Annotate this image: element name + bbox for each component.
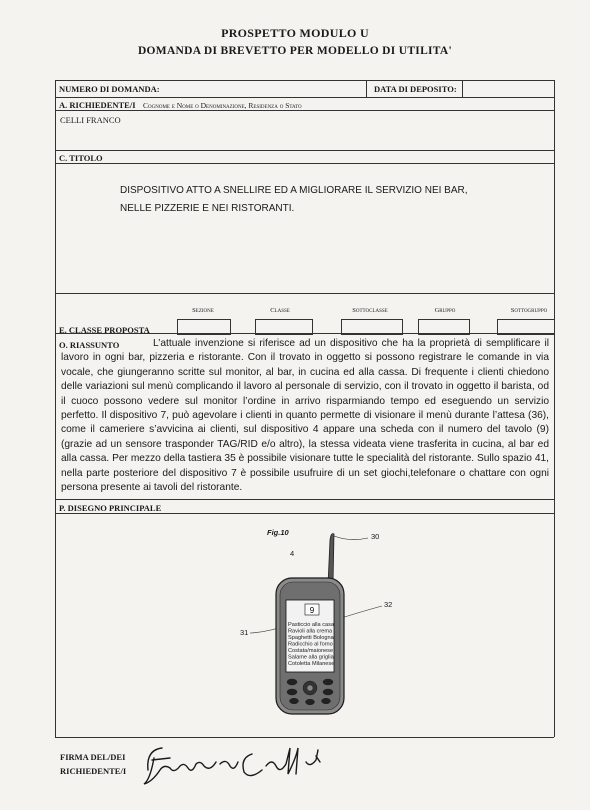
menu-item: Salame alla griglia bbox=[288, 654, 334, 661]
form-subtitle: DOMANDA DI BREVETTO PER MODELLO DI UTILITA' bbox=[137, 45, 453, 57]
titolo-text bbox=[120, 182, 468, 218]
fig-label: Fig.10 bbox=[267, 528, 289, 537]
menu-item: Radicchio al forno bbox=[288, 641, 333, 648]
divider bbox=[55, 333, 554, 334]
antenna-icon bbox=[328, 534, 334, 584]
form-title: PROSPETTO MODULO U bbox=[221, 26, 369, 40]
ref-4: 4 bbox=[290, 549, 295, 558]
menu-item: Cotoletta Milanese bbox=[288, 661, 335, 667]
menu-item: Costata/maionese bbox=[288, 648, 334, 654]
classe-header-sottogruppo: Sottogruppo bbox=[510, 307, 548, 314]
table-border-right bbox=[554, 80, 555, 499]
titolo-line-2: NELLE PIZZERIE E NEI RISTORANTI. bbox=[120, 203, 295, 214]
divider bbox=[55, 737, 554, 738]
phone-drawing bbox=[230, 520, 393, 720]
titolo-label: C. TITOLO bbox=[59, 153, 103, 163]
richiedente-sublabel: Cognome e Nome o Denominazione, Residenza o Stato bbox=[143, 101, 302, 110]
richiedente-label: A. RICHIEDENTE/I bbox=[59, 100, 136, 110]
keypad-nav-center bbox=[307, 685, 313, 691]
keypad-key bbox=[287, 689, 297, 695]
disegno-label: P. DISEGNO PRINCIPALE bbox=[59, 503, 162, 513]
menu-item: Spaghetti Bologna bbox=[288, 635, 334, 641]
divider bbox=[462, 80, 463, 97]
divider bbox=[554, 499, 555, 737]
table-border-left bbox=[55, 80, 56, 499]
classe-header-sottoclasse: Sottoclasse bbox=[352, 307, 388, 314]
divider bbox=[55, 150, 554, 151]
keypad bbox=[287, 679, 333, 705]
richiedente-value: CELLI FRANCO bbox=[60, 115, 121, 125]
riassunto-text-block bbox=[61, 337, 549, 495]
signature-image bbox=[140, 740, 340, 790]
table-number: 9 bbox=[309, 606, 315, 615]
menu-item: Pasticcio alla casa bbox=[288, 622, 335, 628]
keypad-key bbox=[323, 679, 333, 685]
divider bbox=[55, 163, 554, 164]
riassunto-label: O. RIASSUNTO bbox=[59, 340, 120, 350]
signature-stroke bbox=[144, 748, 320, 784]
divider bbox=[55, 97, 554, 98]
classe-header-sezione: Sezione bbox=[192, 307, 214, 314]
classe-label: E. CLASSE PROPOSTA bbox=[59, 325, 150, 335]
classe-header-classe: Classe bbox=[270, 307, 290, 314]
numero-domanda-label: NUMERO DI DOMANDA: bbox=[59, 84, 160, 94]
ref-31: 31 bbox=[240, 628, 249, 637]
firma-label-2: RICHIEDENTE/I bbox=[60, 766, 127, 776]
ref-30: 30 bbox=[371, 532, 380, 541]
divider bbox=[55, 513, 554, 514]
menu-item: Ravioli alla crema bbox=[288, 628, 333, 635]
ref-32: 32 bbox=[384, 600, 393, 609]
divider bbox=[55, 499, 554, 500]
firma-label-1: FIRMA DEL/DEI bbox=[60, 752, 126, 762]
divider bbox=[366, 80, 367, 97]
keypad-key bbox=[306, 699, 315, 705]
data-deposito-label: DATA DI DEPOSITO: bbox=[374, 84, 457, 94]
divider bbox=[55, 293, 554, 294]
divider bbox=[55, 499, 56, 737]
leader-line-30 bbox=[334, 536, 368, 540]
classe-header-gruppo: Gruppo bbox=[434, 307, 456, 314]
titolo-line-1: DISPOSITIVO ATTO A SNELLIRE ED A MIGLIORARE IL SERVIZIO NEI BAR, bbox=[120, 185, 468, 196]
riassunto-text: L’attuale invenzione si riferisce ad un dispositivo che ha la proprietà di semplificare il lavoro in ogni bar, pizzeria e ristorante. Con il trovato in oggetto si possono registrare le comande in via vocale, che giungeranno scritte sul monitor, al bar, in cucina ed alla cassa. Di frequente i clienti chiedono delle variazioni sul menù complicando il lavoro al personale di servizio, con il trovato in oggetto il barista, od il cuoco possono vedere sul monitor l’ordine in arrivo risparmiando tempo ed eseguendo un servizio perfetto. Il dispositivo 7, può agevolare i clienti in quanto permette di visionare il menù durante l’attesa (36), come il cameriere s’avvicina ai clienti, sul dispositivo 4 appare una scheda con il numero del tavolo (9) (grazie ad un sensore trasponder TAG/RID e/o altro), la stessa videata viene trasferita in cucina, al bar ed alla cassa. Per mezzo della tastiera 35 è possibile visionare tutte le specialità del ristorante. Sullo spazio 41, nella parte posteriore del dispositivo 7 è possibile usufruire di un set giochi,telefonare o chattare con ogni persona presente ai tavoli del ristorante. bbox=[61, 338, 549, 494]
keypad-key bbox=[323, 689, 333, 695]
divider bbox=[55, 110, 554, 111]
keypad-key bbox=[287, 679, 297, 685]
keypad-key bbox=[290, 698, 299, 704]
keypad-key bbox=[322, 698, 331, 704]
table-border-top bbox=[55, 80, 554, 81]
